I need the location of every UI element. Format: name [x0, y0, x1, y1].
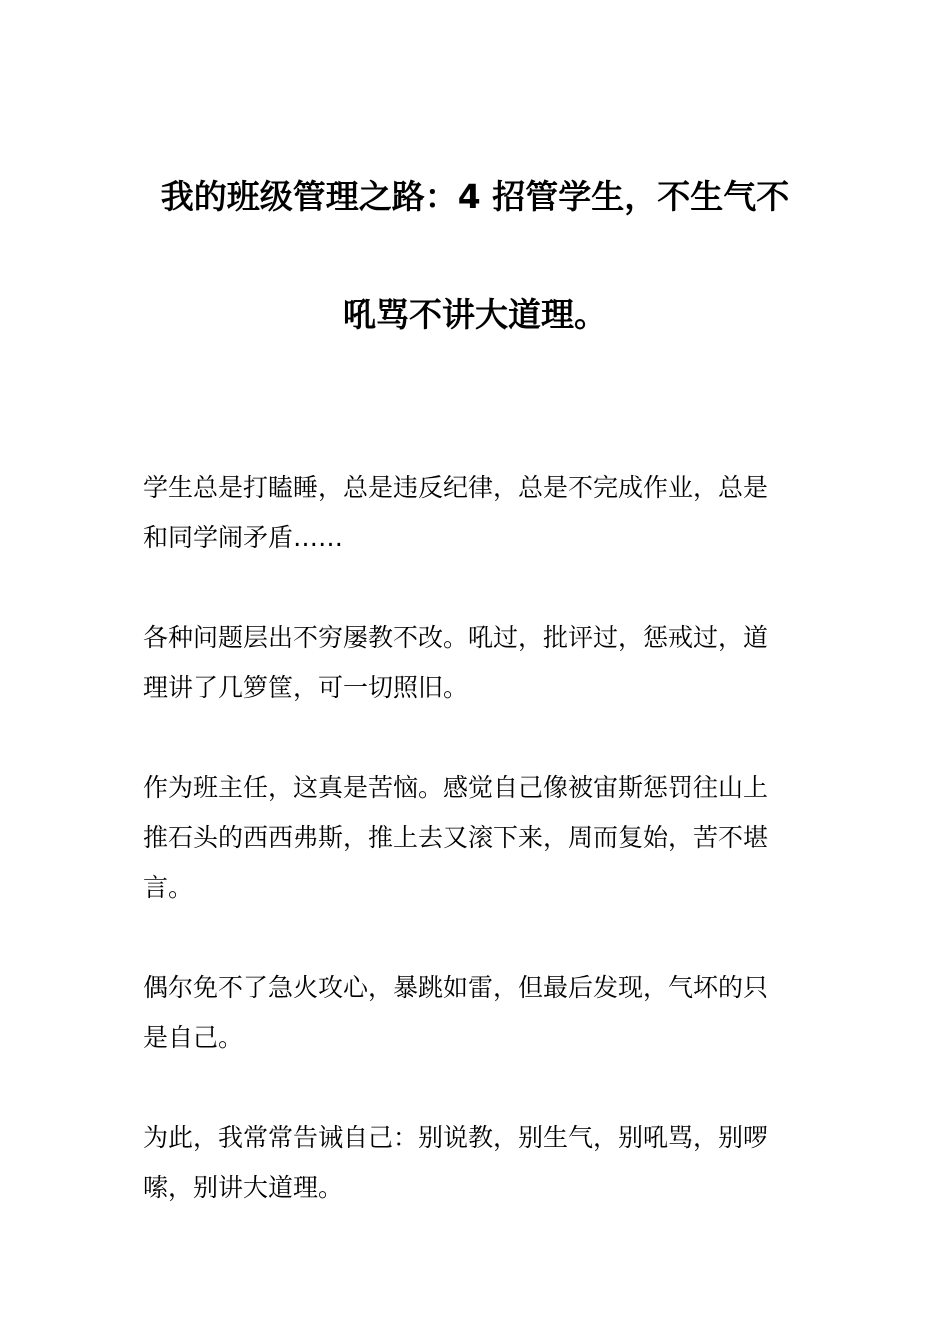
paragraph-line: 和同学闹矛盾……	[143, 523, 344, 552]
title-line-2: 吼骂不讲大道理。	[343, 295, 607, 334]
paragraph-line: 偶尔免不了急火攻心，暴跳如雷，但最后发现，气坏的只	[143, 973, 769, 1002]
paragraph-line: 嗦，别讲大道理。	[143, 1173, 344, 1202]
paragraph-2	[143, 613, 811, 713]
paragraph-3	[143, 763, 811, 913]
title-line-1: 我的班级管理之路：4 招管学生，不生气不	[160, 177, 790, 216]
paragraph-line: 言。	[143, 873, 194, 902]
paragraph-4	[143, 963, 811, 1063]
paragraph-line: 推石头的西西弗斯，推上去又滚下来，周而复始，苦不堪	[143, 823, 769, 852]
paragraph-line: 学生总是打瞌睡，总是违反纪律，总是不完成作业，总是	[143, 473, 769, 502]
paragraph-line: 作为班主任，这真是苦恼。感觉自己像被宙斯惩罚往山上	[143, 773, 769, 802]
paragraph-5	[143, 1113, 811, 1213]
paragraph-line: 各种问题层出不穷屡教不改。吼过，批评过，惩戒过，道	[143, 623, 769, 652]
article-title	[120, 138, 830, 374]
paragraph-1	[143, 463, 811, 563]
paragraph-line: 理讲了几箩筐，可一切照旧。	[143, 673, 469, 702]
paragraph-line: 是自己。	[143, 1023, 244, 1052]
article-body	[143, 463, 811, 1263]
paragraph-line: 为此，我常常告诫自己：别说教，别生气，别吼骂，别啰	[143, 1123, 769, 1152]
